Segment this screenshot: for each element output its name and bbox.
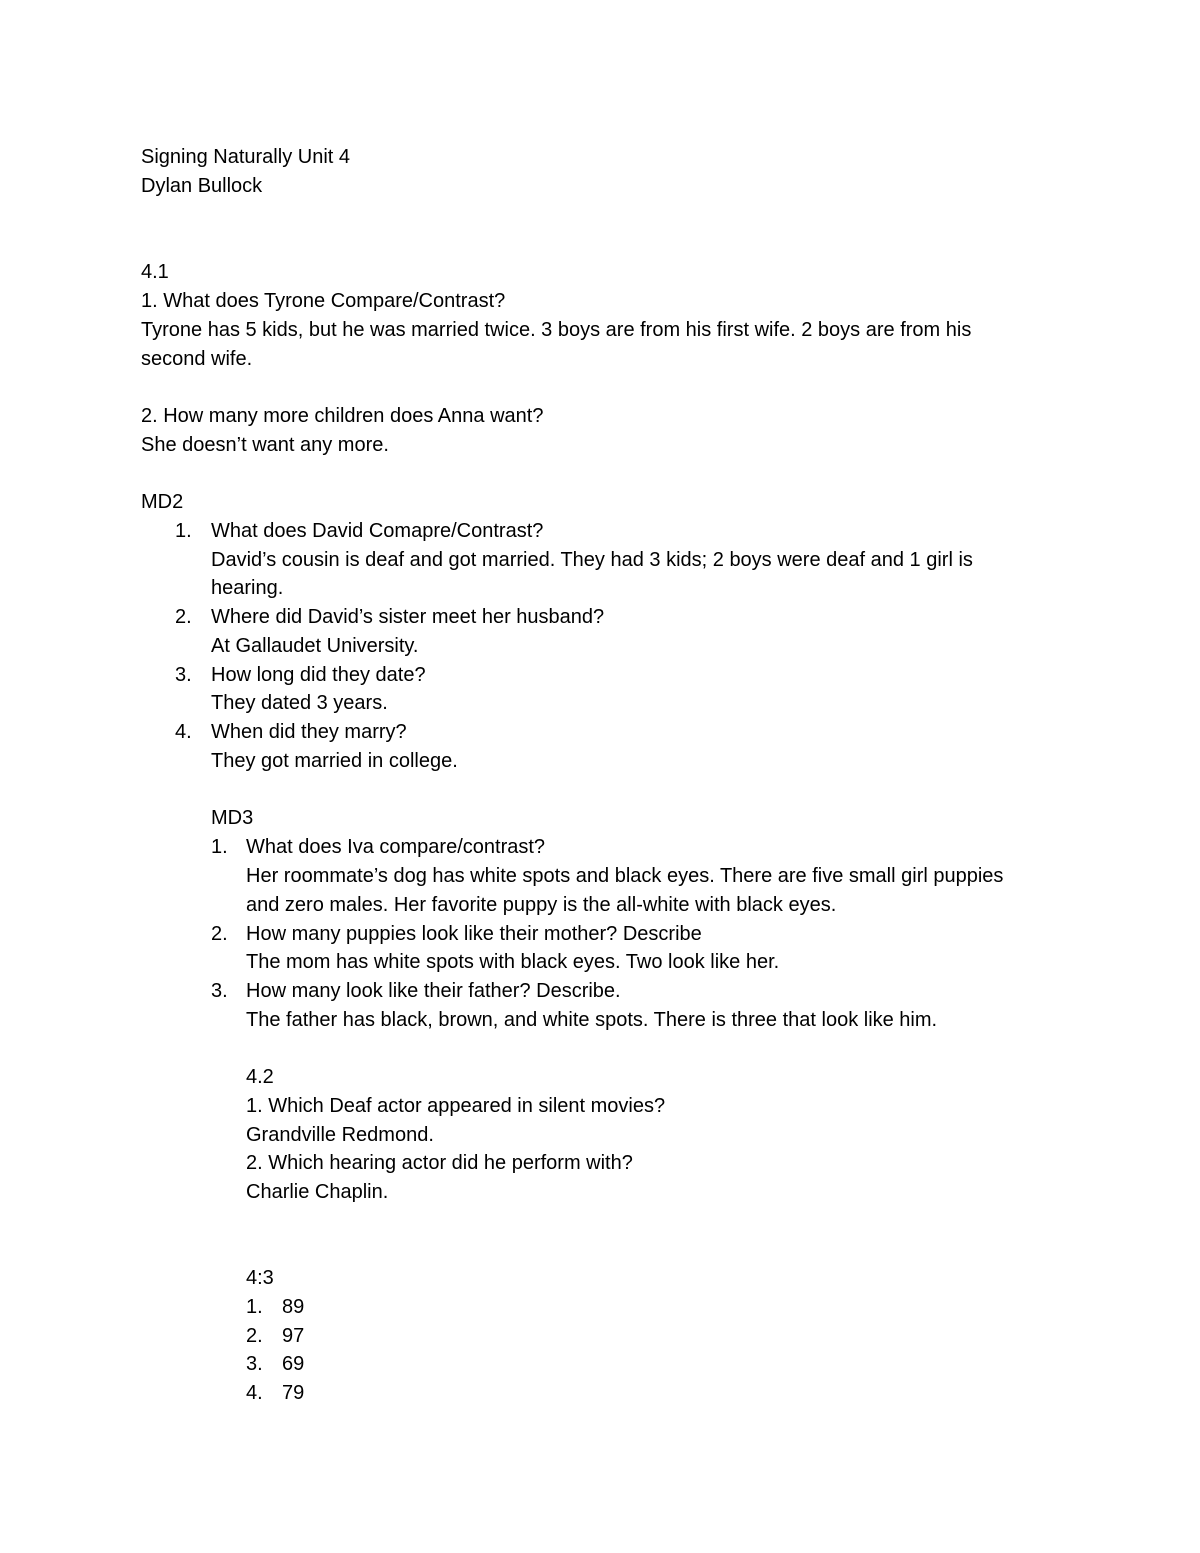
question-4-2-2: 2. Which hearing actor did he perform with? [246, 1152, 633, 1174]
list-number: 2. [175, 606, 192, 628]
md3-answer-3: The father has black, brown, and white spots. There is three that look like him. [246, 1009, 938, 1031]
list-number: 4. [246, 1382, 263, 1404]
md2-question-3: How long did they date? [211, 664, 426, 686]
md3-answer-1-line1: Her roommate’s dog has white spots and black eyes. There are five small girl puppies [246, 865, 1004, 887]
answer-4-1-2: She doesn’t want any more. [141, 434, 389, 456]
section-heading-4-1: 4.1 [141, 261, 169, 283]
list-number: 2. [246, 1325, 263, 1347]
md3-answer-1-line2: and zero males. Her favorite puppy is the all-white with black eyes. [246, 894, 837, 916]
md3-question-1: What does Iva compare/contrast? [246, 836, 546, 858]
md3-question-3: How many look like their father? Describe. [246, 980, 621, 1002]
answer-4-1-1-line2: second wife. [141, 348, 253, 370]
list-number: 3. [211, 980, 228, 1002]
md2-answer-1-line2: hearing. [211, 577, 284, 599]
section-heading-md3: MD3 [211, 807, 254, 829]
list-number: 1. [211, 836, 228, 858]
list-number: 1. [246, 1296, 263, 1318]
list-number: 3. [175, 664, 192, 686]
md2-answer-4: They got married in college. [211, 750, 458, 772]
author-name: Dylan Bullock [141, 175, 263, 197]
section-heading-4-2: 4.2 [246, 1066, 274, 1088]
md2-question-1: What does David Comapre/Contrast? [211, 520, 544, 542]
list-number: 3. [246, 1353, 263, 1375]
list-number: 4. [175, 721, 192, 743]
answer-4-1-1-line1: Tyrone has 5 kids, but he was married twice. 3 boys are from his first wife. 2 boys are from his [141, 319, 972, 341]
md2-question-2: Where did David’s sister meet her husband? [211, 606, 605, 628]
answer-value: 89 [282, 1296, 305, 1318]
answer-value: 97 [282, 1325, 305, 1347]
section-heading-4-3: 4:3 [246, 1267, 274, 1289]
list-number: 1. [175, 520, 192, 542]
answer-4-2-1: Grandville Redmond. [246, 1124, 434, 1146]
question-4-1-2: 2. How many more children does Anna want? [141, 405, 544, 427]
section-heading-md2: MD2 [141, 491, 184, 513]
list-number: 2. [211, 923, 228, 945]
md2-answer-3: They dated 3 years. [211, 692, 388, 714]
md2-answer-2: At Gallaudet University. [211, 635, 419, 657]
question-4-1-1: 1. What does Tyrone Compare/Contrast? [141, 290, 506, 312]
md3-question-2: How many puppies look like their mother? Describe [246, 923, 702, 945]
md3-answer-2: The mom has white spots with black eyes. Two look like her. [246, 951, 780, 973]
md2-question-4: When did they marry? [211, 721, 407, 743]
document-title: Signing Naturally Unit 4 [141, 146, 350, 168]
question-4-2-1: 1. Which Deaf actor appeared in silent movies? [246, 1095, 666, 1117]
answer-value: 69 [282, 1353, 305, 1375]
answer-4-2-2: Charlie Chaplin. [246, 1181, 389, 1203]
answer-value: 79 [282, 1382, 305, 1404]
md2-answer-1-line1: David’s cousin is deaf and got married. They had 3 kids; 2 boys were deaf and 1 girl is [211, 549, 973, 571]
